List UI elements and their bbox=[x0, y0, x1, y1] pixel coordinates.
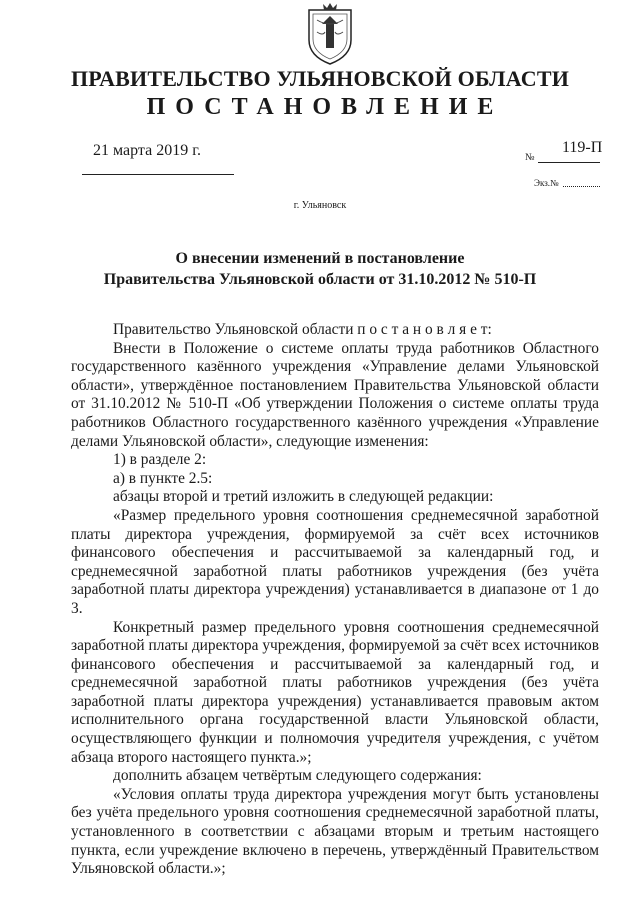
paragraph: «Размер предельного уровня соотношения среднемесячной заработной платы директора учреждения, формируемой за счёт всех источников финансового обеспечения и рассчитываемой за календарный год, и среднемесячной заработной платы работников учреждения (без учёта заработной платы директора учреждения) устанавливается в диапазоне от 1 до 3. bbox=[71, 506, 599, 617]
number-underline bbox=[538, 162, 600, 163]
document-type: ПОСТАНОВЛЕНИЕ bbox=[146, 94, 504, 120]
copy-number-line bbox=[563, 186, 600, 187]
document-number: 119-П bbox=[562, 139, 603, 156]
paragraph: Внести в Положение о системе оплаты труда работников Областного государственного казённого учреждения «Управление делами Ульяновской области», утверждённое постановлением Правительства Ульяновской области от 31.10.2012 № 510-П «Об утверждении Положения о системе оплаты труда работников Областного государственного казённого учреждения «Управление делами Ульяновской области», следующие изменения: bbox=[71, 339, 599, 450]
paragraph: абзацы второй и третий изложить в следующей редакции: bbox=[113, 488, 494, 506]
document-date: 21 марта 2019 г. bbox=[93, 142, 201, 159]
title-line-2: Правительства Ульяновской области от 31.10.2012 № 510-П bbox=[103, 271, 537, 288]
paragraph: 1) в разделе 2: bbox=[113, 451, 207, 469]
date-underline bbox=[82, 174, 234, 175]
copy-number-label: Экз.№ bbox=[534, 178, 559, 188]
title-line-1: О внесении изменений в постановление bbox=[175, 250, 465, 267]
city: г. Ульяновск bbox=[293, 200, 347, 211]
number-label: № bbox=[525, 152, 535, 163]
paragraph: Правительство Ульяновской области п о с т а н о в л я е т: bbox=[113, 321, 492, 338]
document-title bbox=[0, 248, 640, 290]
paragraph: «Условия оплаты труда директора учреждения могут быть установлены без учёта предельного уровня соотношения среднемесячной заработной платы, установленного в соответствии с абзацами вторым и третьим настоящего пункта, если учреждение включено в перечень, утверждённый Правительством Ульяновской области.»; bbox=[71, 785, 599, 878]
paragraph: Конкретный размер предельного уровня соотношения среднемесячной заработной платы директора учреждения, формируемой за счёт всех источников финансового обеспечения и рассчитываемой за календарный год, и среднемесячной заработной платы работников учреждения (без учёта заработной платы директора учреждения) устанавливается правовым актом исполнительного органа государственной власти Ульяновской области, осуществляющего функции и полномочия учредителя учреждения, с учётом абзаца второго настоящего пункта.»; bbox=[71, 618, 599, 766]
document-body bbox=[71, 321, 599, 879]
coat-of-arms-icon bbox=[303, 2, 357, 66]
paragraph: а) в пункте 2.5: bbox=[113, 469, 213, 487]
paragraph: дополнить абзацем четвёртым следующего содержания: bbox=[113, 767, 482, 785]
organization-name: ПРАВИТЕЛЬСТВО УЛЬЯНОВСКОЙ ОБЛАСТИ bbox=[70, 66, 570, 91]
